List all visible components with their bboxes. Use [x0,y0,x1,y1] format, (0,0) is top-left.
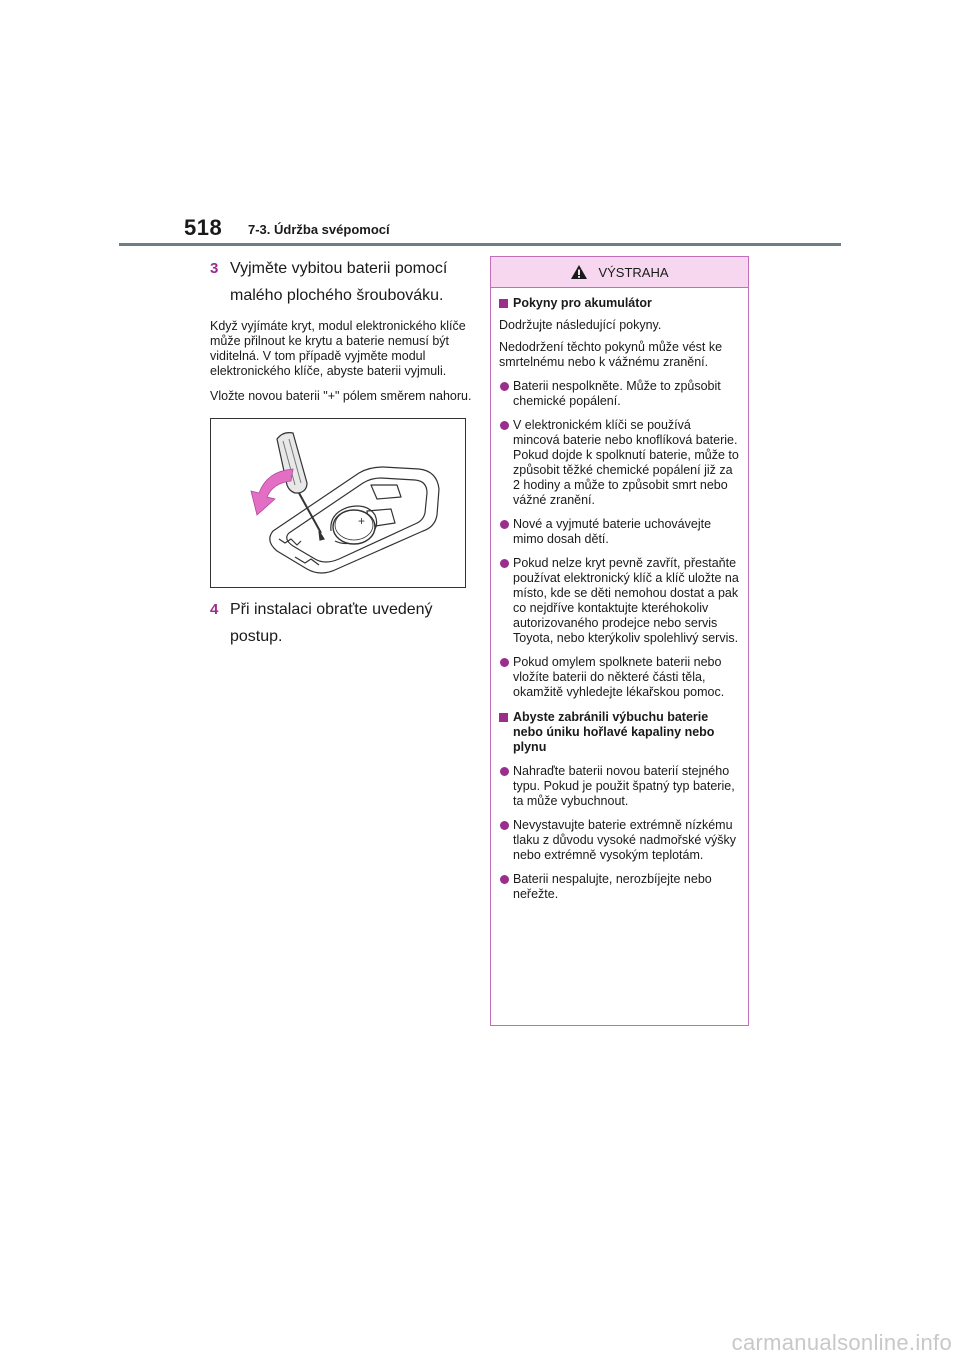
battery-removal-illustration [210,418,466,588]
warning-body [491,288,748,902]
bullet-dot-icon [500,767,509,776]
key-chip-window [371,485,401,499]
warning-bullet [499,655,740,700]
bullet-text: Pokud omylem spolknete baterii nebo vložíte baterii do některé části těla, okamžitě vyhledejte lékařskou pomoc. [513,655,725,699]
bullet-dot-icon [500,421,509,430]
bullet-dot-icon [500,875,509,884]
warning-bullet [499,872,740,902]
paragraph-key-module: Když vyjímáte kryt, modul elektronického klíče může přilnout ke krytu a baterie nemusí být viditelná. V tom případě vyjměte modul elektronického klíče, abyste baterii vyjmuli. [210,319,466,378]
paragraph-insert-battery: Vložte novou baterii "+" pólem směrem nahoru. [210,389,472,403]
bullet-text: Nahraďte baterii novou baterií stejného typu. Pokud je použit špatný typ baterie, ta může vybuchnout. [513,764,735,808]
step-text: Vyjměte vybitou baterii pomocí malého plochého šroubováku. [230,260,448,304]
step-3 [210,255,472,309]
bullet-dot-icon [500,821,509,830]
warning-bullet [499,517,740,547]
section-title: 7-3. Údržba svépomocí [248,222,390,237]
section-heading-explosion [499,710,740,755]
square-bullet-icon [499,299,508,308]
watermark: carmanualsonline.info [731,1330,952,1355]
bullet-dot-icon [500,520,509,529]
warning-triangle-icon [570,264,588,280]
warning-bullet [499,764,740,809]
bullet-text: Baterii nespalujte, nerozbíjejte nebo neřežte. [513,872,712,901]
section-heading-text: Abyste zabránili výbuchu baterie nebo úniku hořlavé kapaliny nebo plynu [513,710,715,754]
section-heading-battery [499,296,740,311]
bullet-text: Nové a vyjmuté baterie uchovávejte mimo dosah dětí. [513,517,712,546]
warning-bullet [499,818,740,863]
step-number: 3 [210,260,219,277]
instructions-column [210,255,472,650]
bullet-dot-icon [500,382,509,391]
warning-header [491,257,748,288]
header-divider [119,243,841,246]
step-number: 4 [210,601,219,618]
warning-paragraph: Dodržujte následující pokyny. [499,318,662,332]
step-4 [210,596,472,650]
warning-bullet [499,418,740,508]
battery-polarity-mark: + [358,514,366,528]
warning-bullet [499,556,740,646]
bullet-text: Nevystavujte baterie extrémně nízkému tlaku z důvodu vysoké nadmořské výšky nebo extrémně vysokým teplotám. [513,818,737,862]
warning-bullet [499,379,740,409]
bullet-text: V elektronickém klíči se používá mincová baterie nebo knoflíková baterie. Pokud dojde k spolknutí baterie, může to způsobit těžké chemické popálení již za 2 hodiny a může to způsobit smrt nebo vážné zranění. [513,418,739,507]
bullet-text: Baterii nespolkněte. Může to způsobit chemické popálení. [513,379,721,408]
warning-title: VÝSTRAHA [598,264,669,280]
bullet-dot-icon [500,559,509,568]
bullet-dot-icon [500,658,509,667]
step-text: Při instalaci obraťte uvedený postup. [230,601,433,645]
section-heading-text: Pokyny pro akumulátor [513,296,652,310]
warning-box [490,256,749,1026]
square-bullet-icon [499,713,508,722]
bullet-text: Pokud nelze kryt pevně zavřít, přestaňte používat elektronický klíč a klíč uložte na místo, kde se děti nemohou dostat a pak co nejdříve kontaktujte kteréhokoliv autorizovaného prodejce nebo servis Toyota, nebo kterýkoliv spolehlivý servis. [513,556,739,645]
warning-paragraph: Nedodržení těchto pokynů může vést ke smrtelnému nebo k vážnému zranění. [499,340,723,369]
page-number: 518 [184,215,223,240]
rotate-arrow-icon [251,469,293,515]
